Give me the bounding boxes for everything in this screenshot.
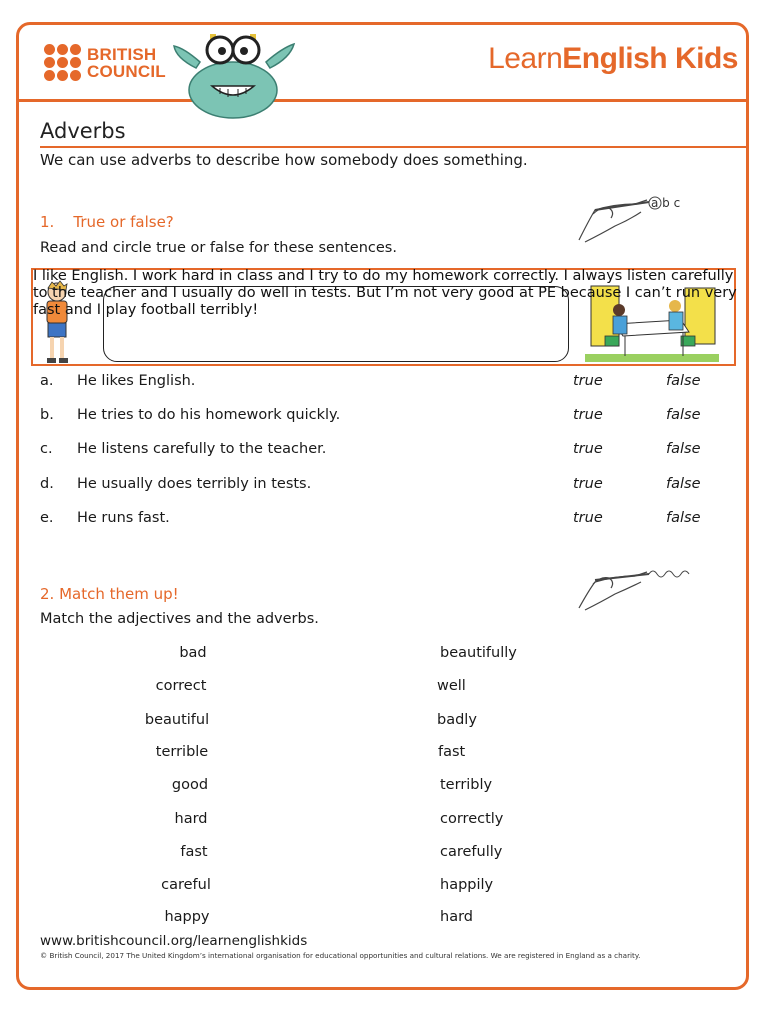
adverb-item[interactable]: carefully	[440, 844, 503, 860]
question-text: He likes English.	[77, 373, 196, 389]
question-text: He tries to do his homework quickly.	[77, 407, 341, 423]
question-letter: b.	[40, 407, 54, 423]
false-option[interactable]: false	[666, 441, 701, 457]
adjective-item[interactable]: good	[171, 777, 209, 793]
adverb-item[interactable]: beautifully	[440, 645, 517, 661]
question-letter: e.	[40, 510, 54, 526]
section2-instruction: Match the adjectives and the adverbs.	[40, 611, 319, 627]
title-underline	[40, 146, 746, 148]
question-row	[40, 510, 720, 532]
learnenglish-kids-logo	[488, 42, 738, 76]
header-divider	[19, 99, 747, 102]
footer-copyright: © British Council, 2017 The United Kingdom’s international organisation for educational opportunities and cultural relations. We are registered in England as a charity.	[40, 951, 641, 960]
question-text: He runs fast.	[77, 510, 170, 526]
adverb-item[interactable]: happily	[440, 877, 494, 893]
question-row	[40, 407, 720, 429]
false-option[interactable]: false	[666, 407, 701, 423]
question-letter: c.	[40, 441, 53, 457]
false-option[interactable]: false	[666, 373, 701, 389]
false-option[interactable]: false	[666, 476, 701, 492]
true-option[interactable]: true	[573, 373, 603, 389]
adverb-item[interactable]: well	[437, 678, 466, 694]
footer-url[interactable]: www.britishcouncil.org/learnenglishkids	[40, 933, 308, 949]
question-row	[40, 476, 720, 498]
monster-mascot-icon	[166, 28, 300, 122]
british-council-logo	[44, 44, 166, 81]
adjective-item[interactable]: happy	[164, 909, 210, 925]
question-letter: d.	[40, 476, 54, 492]
hand-writing-icon	[575, 190, 695, 246]
adjective-item[interactable]: fast	[180, 844, 208, 860]
true-option[interactable]: true	[573, 407, 603, 423]
lek-logo-learn: Learn	[488, 42, 563, 75]
bc-logo-line2: COUNCIL	[87, 61, 166, 81]
section1-heading: 1. True or false?	[40, 213, 174, 231]
section2-heading: 2. Match them up!	[40, 585, 179, 603]
adverb-item[interactable]: terribly	[440, 777, 493, 793]
adjective-item[interactable]: beautiful	[144, 712, 210, 728]
page-title: Adverbs	[40, 119, 126, 143]
hand-caption: a b c	[651, 196, 681, 210]
intro-text: We can use adverbs to describe how somebody does something.	[40, 151, 528, 169]
hand-writing-icon	[575, 560, 695, 614]
adverb-item[interactable]: correctly	[440, 811, 504, 827]
question-text: He usually does terribly in tests.	[77, 476, 312, 492]
bc-logo-line1: BRITISH	[87, 44, 157, 64]
question-row	[40, 441, 720, 463]
adjective-item[interactable]: bad	[179, 645, 207, 661]
lek-logo-english: English	[562, 42, 668, 75]
adverb-item[interactable]: badly	[437, 712, 477, 728]
adjective-item[interactable]: careful	[161, 877, 211, 893]
question-row	[40, 373, 720, 395]
question-text: He listens carefully to the teacher.	[77, 441, 327, 457]
true-option[interactable]: true	[573, 476, 603, 492]
adjective-item[interactable]: hard	[174, 811, 208, 827]
adverb-item[interactable]: hard	[440, 909, 473, 925]
adjective-item[interactable]: correct	[155, 678, 207, 694]
question-letter: a.	[40, 373, 54, 389]
adjective-item[interactable]: terrible	[155, 744, 209, 760]
false-option[interactable]: false	[666, 510, 701, 526]
adverb-item[interactable]: fast	[438, 744, 466, 760]
lek-logo-kids: Kids	[667, 42, 738, 75]
true-option[interactable]: true	[573, 510, 603, 526]
section1-instruction: Read and circle true or false for these sentences.	[40, 240, 397, 256]
true-option[interactable]: true	[573, 441, 603, 457]
british-council-dots-icon	[44, 44, 81, 81]
story-text: I like English. I work hard in class and I try to do my homework correctly. I always listen carefully to the teacher and I usually do well in tests. But I’m not very good at PE because I can’t run very fast and I play football terribly!	[33, 268, 737, 318]
